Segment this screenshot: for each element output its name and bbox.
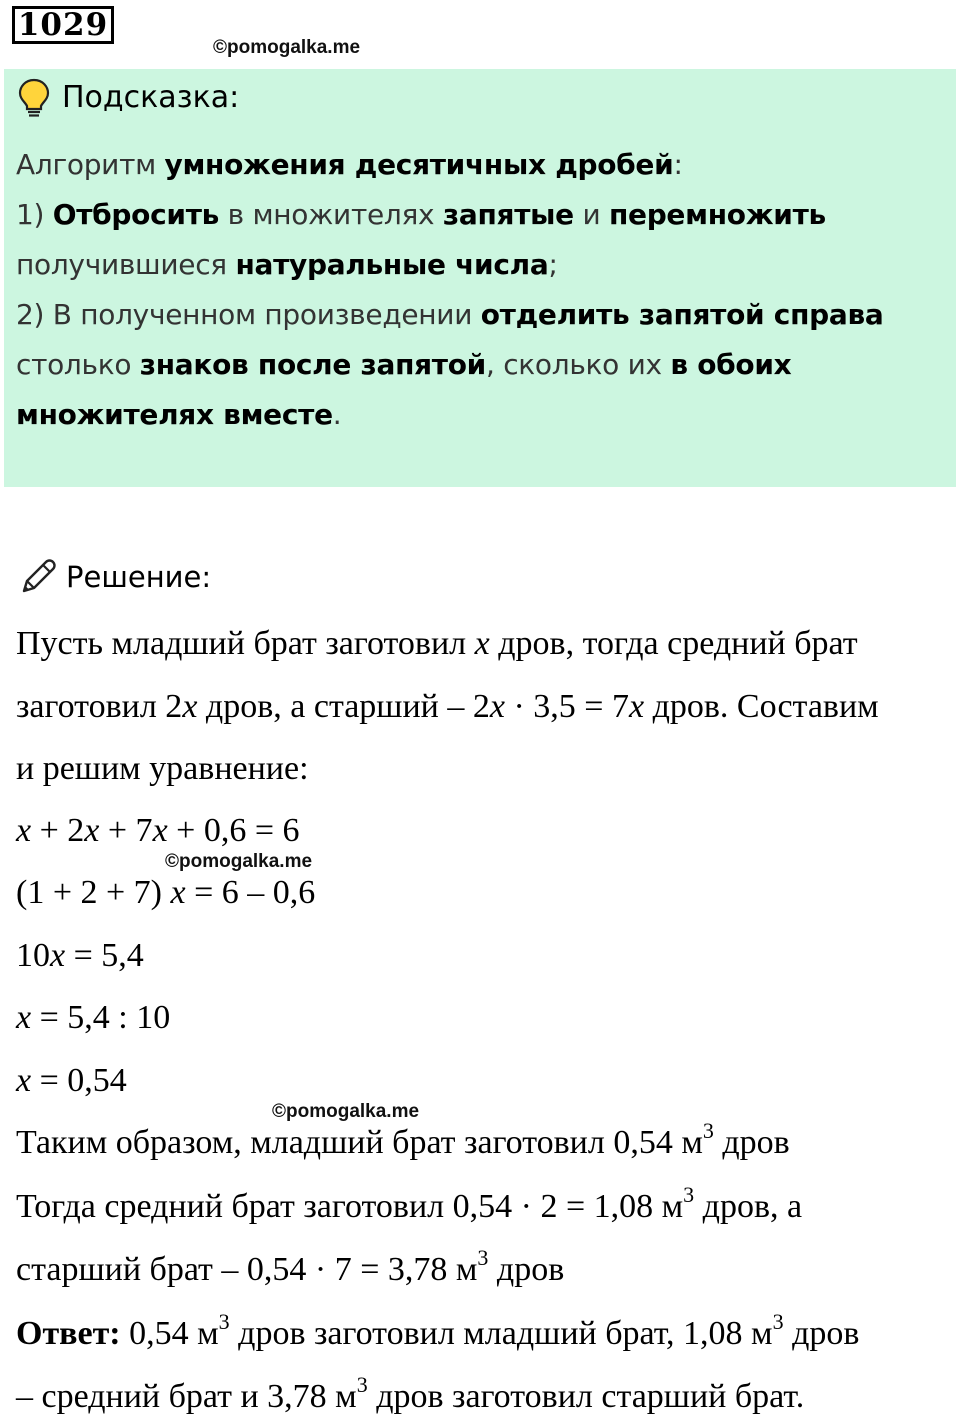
pencil-icon: [18, 557, 58, 597]
equation: x + 2x + 7x + 0,6 = 6: [16, 812, 300, 849]
hint-line: 2) В полученном произведении отделить запятой справа: [16, 298, 884, 331]
result-line: старший брат – 0,54 · 7 = 3,78 $м^3$ дров: [16, 1244, 565, 1288]
answer-label: Ответ:: [16, 1315, 121, 1352]
hint-title-text: Подсказка:: [62, 80, 240, 115]
hint-text: [16, 140, 946, 440]
hint-line: столько знаков после запятой, сколько их в обоих: [16, 348, 792, 381]
lightbulb-icon: [18, 78, 50, 118]
hint-line: получившиеся натуральные числа;: [16, 248, 558, 281]
solution-line: Пусть младший брат заготовил x дров, тогда средний брат: [16, 625, 858, 662]
equation: 10x = 5,4: [16, 937, 144, 974]
equation: x = 0,54: [16, 1062, 127, 1099]
watermark: ©pomogalka.me: [213, 37, 361, 58]
equation: x = 5,4 : 10: [16, 999, 171, 1036]
hint-title: [18, 78, 239, 118]
solution-line: и решим уравнение:: [16, 750, 309, 787]
watermark: ©pomogalka.me: [165, 851, 313, 872]
equation: (1 + 2 + 7) x = 6 – 0,6: [16, 874, 316, 911]
solution-title: [18, 556, 211, 598]
solution-title-text: Решение:: [66, 560, 212, 594]
hint-line: 1) Отбросить в множителях запятые и перемножить: [16, 198, 826, 231]
problem-number: 1029: [12, 6, 114, 44]
hint-line: множителях вместе.: [16, 398, 342, 431]
solution-line: заготовил 2x дров, а старший – 2x · 3,5 = 7x дров. Составим: [16, 688, 879, 725]
watermark: ©pomogalka.me: [272, 1101, 420, 1122]
result-line: Тогда средний брат заготовил 0,54 · 2 = 1,08 $м^3$ дров, а: [16, 1181, 803, 1225]
result-line: Таким образом, младший брат заготовил 0,54 $м^3$ дров: [16, 1117, 790, 1161]
hint-line: Алгоритм умножения десятичных дробей:: [16, 148, 683, 181]
answer-line: Ответ: 0,54 $м^3$ дров заготовил младший брат, 1,08 $м^3$ дров: [16, 1308, 860, 1352]
answer-line: – средний брат и 3,78 $м^3$ дров заготовил старший брат.: [16, 1371, 805, 1415]
